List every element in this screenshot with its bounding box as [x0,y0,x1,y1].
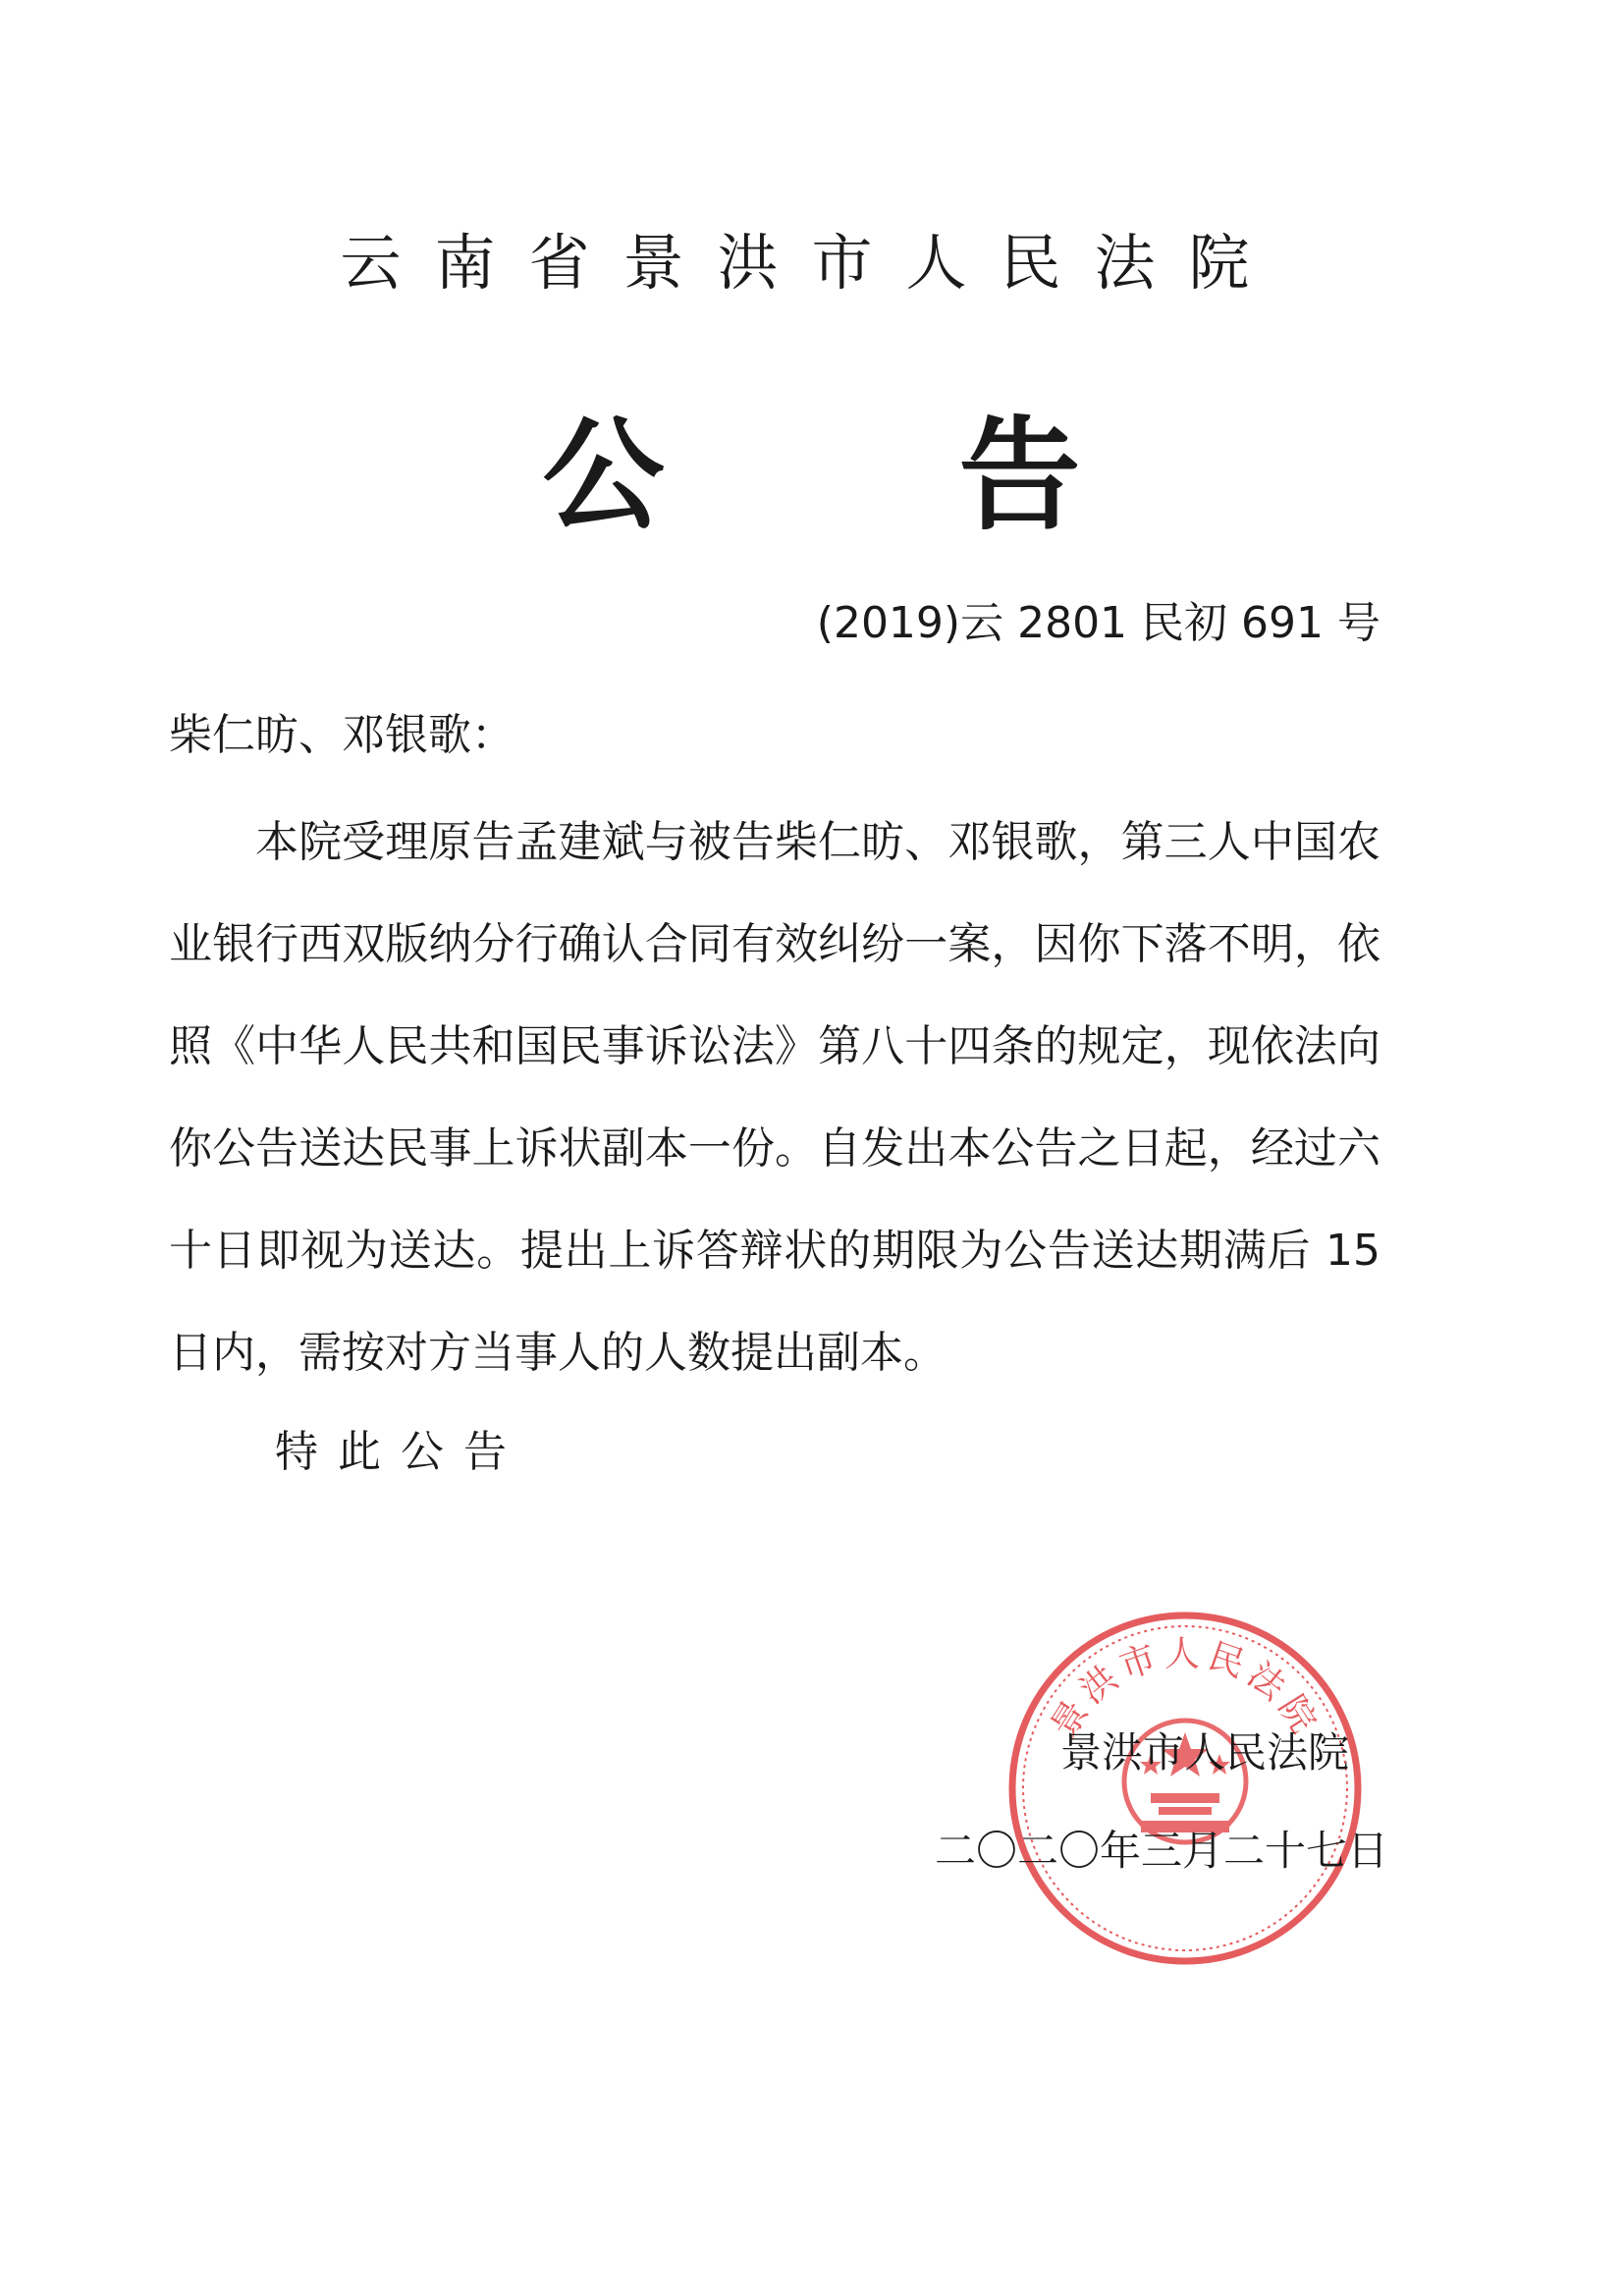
signature-organization: 景洪市人民法院 [1060,1728,1350,1777]
seal-text: 景洪市人民法院 [1043,1634,1327,1745]
court-seal-icon [1003,1607,1367,1970]
title-char-left: 公 [542,406,665,547]
notice-body: 本院受理原告孟建斌与被告柴仁昉、邓银歌，第三人中国农业银行西双版纳分行确认合同有效纠纷一案，因你下落不明，依照《中华人民共和国民事诉讼法》第八十四条的规定，现依法向你公告送达民事上诉状副本一份。自发出本公告之日起，经过六十日即视为送达。提出上诉答辩状的期限为公告送达期满后 15 日内，需按对方当事人的人数提出副本。 [169,817,1380,1378]
signature-date: 二〇二〇年三月二十七日 [935,1827,1389,1875]
document-title [0,378,1623,553]
court-name: 云南省景洪市人民法院 [340,227,1283,299]
title-char-right: 告 [958,406,1081,547]
closing-phrase: 特此公告 [275,1427,526,1477]
addressee: 柴仁昉、邓银歌： [169,710,514,760]
case-number: (2019)云 2801 民初 691 号 [816,598,1380,648]
